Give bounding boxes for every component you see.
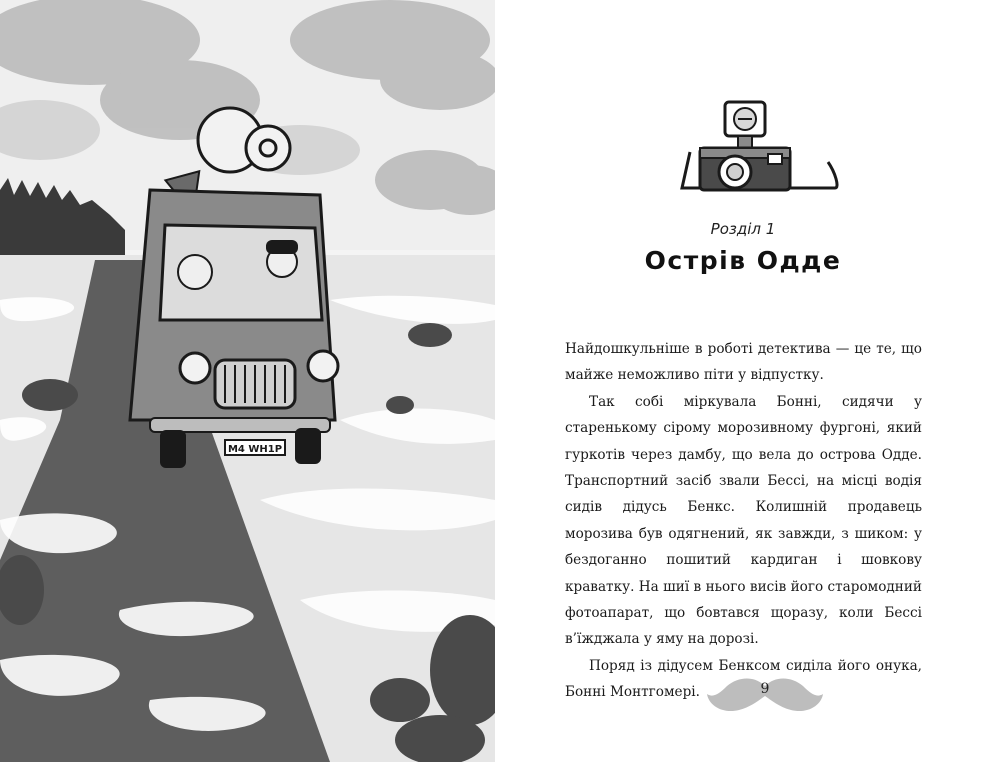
paragraph: Так собі міркувала Бонні, сидячи у старенькому сірому морозивному фургоні, який гуркотів через дамбу, що вела до острова Одде. Транспортний засіб звали Бессі, на місці водія сидів дідусь Бенкс. Колишній продавець морозива був одягнений, як завжди, з шиком: у бездоганно пошитий кардиган і шовкову краватку. На шиї в нього висів його старомодний фотоапарат, що бовтався щоразу, коли Бессі в’їжджала у яму на дорозі. (565, 393, 922, 648)
paragraph: Найдошкульніше в роботі детектива — це те, що майже неможливо піти у відпустку. (565, 341, 922, 384)
camera-icon (680, 92, 840, 204)
page-number: 9 (760, 681, 770, 697)
license-plate: M4 WH1P (227, 444, 283, 455)
chapter-title: Острів Одде (644, 246, 842, 275)
chapter-label: Розділ 1 (710, 220, 776, 238)
chapter-body (565, 336, 922, 706)
ice-cream-van-illustration (0, 0, 495, 762)
illustration-page (0, 0, 495, 762)
paragraph: Поряд із дідусем Бенксом сиділа його онука, Бонні Монтгомері. (565, 657, 922, 701)
text-page (495, 0, 991, 762)
